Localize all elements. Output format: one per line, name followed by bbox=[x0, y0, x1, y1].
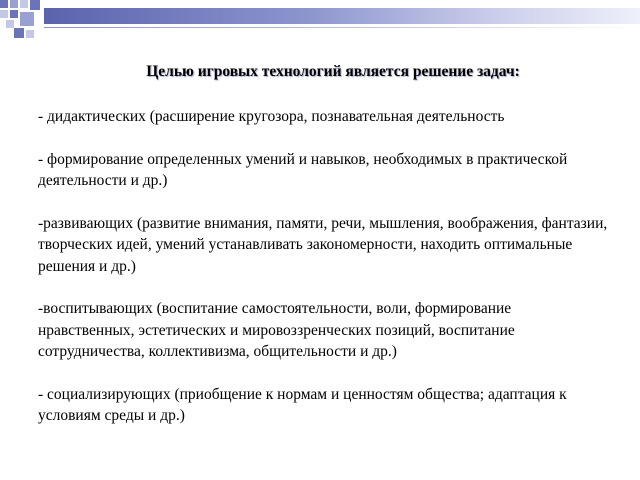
paragraph-skills: - формирование определенных умений и навыков, необходимых в практической деятельности и др.) bbox=[38, 150, 568, 189]
deco-square bbox=[0, 0, 8, 8]
deco-square bbox=[6, 20, 14, 28]
deco-square bbox=[26, 30, 34, 38]
deco-square bbox=[30, 0, 40, 10]
deco-square bbox=[14, 28, 24, 38]
deco-square bbox=[10, 10, 18, 18]
deco-square bbox=[20, 0, 28, 8]
paragraph-developing: -развивающих (развитие внимания, памяти, речи, мышления, воображения, фантазии, творческих идей, умений устанавливать закономерности, находить оптимальные решения и др.) bbox=[38, 214, 608, 275]
paragraph-socializing: - социализирующих (приобщение к нормам и ценностям общества; адаптация к условиям среды и др.) bbox=[38, 385, 567, 424]
deco-square bbox=[10, 0, 18, 8]
header-gradient-line bbox=[44, 27, 640, 28]
header-decoration bbox=[0, 0, 640, 44]
header-gradient-bar bbox=[44, 8, 640, 24]
paragraph-didactic: - дидактических (расширение кругозора, познавательная деятельность bbox=[38, 108, 505, 125]
deco-square bbox=[0, 10, 8, 18]
slide-title: Целью игровых технологий является решение задач: bbox=[146, 63, 520, 80]
paragraph-educating: -воспитывающих (воспитание самостоятельности, воли, формирование нравственных, эстетических и мировоззренческих позиций, воспитание сотрудничества, коллективизма, общительности и др.) bbox=[38, 300, 515, 360]
slide-content bbox=[38, 62, 608, 448]
deco-square bbox=[20, 12, 34, 26]
